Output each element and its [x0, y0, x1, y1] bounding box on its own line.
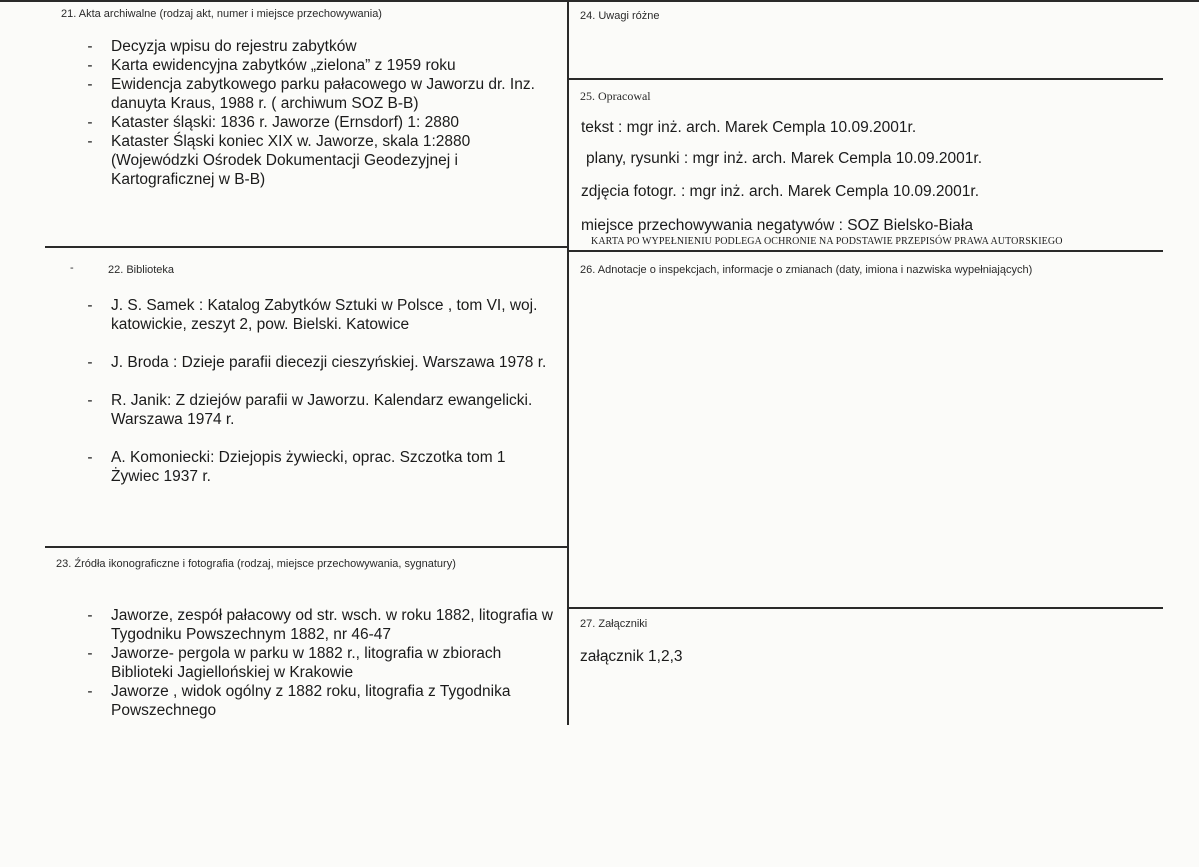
section-25-header: 25. Opracowal	[580, 89, 651, 103]
list-item: - Jaworze, zespół pałacowy od str. wsch. w roku 1882, litografia w Tygodniku Powszechnym 1882, nr 46-47	[87, 607, 553, 643]
list-item: - R. Janik: Z dziejów parafii w Jaworzu. Kalendarz ewangelicki. Warszawa 1974 r.	[87, 392, 533, 428]
list-item: - Jaworze , widok ogólny z 1882 roku, litografia z Tygodnika Powszechnego	[87, 683, 511, 719]
section-26-header: 26. Adnotacje o inspekcjach, informacje o zmianach (daty, imiona i nazwiska wypełniających)	[580, 264, 1033, 276]
section-21-list	[85, 37, 555, 189]
section-27-header: 27. Załączniki	[580, 618, 648, 630]
list-item: - Kataster śląski: 1836 r. Jaworze (Ernsdorf) 1: 2880	[87, 114, 460, 131]
prepared-photos-line: zdjęcia fotogr. : mgr inż. arch. Marek Cempla 10.09.2001r.	[581, 183, 980, 200]
top-border	[0, 0, 1199, 2]
section-24-header: 24. Uwagi różne	[580, 10, 660, 22]
list-item: - Jaworze- pergola w parku w 1882 r., litografia w zbiorach Biblioteki Jagiellońskiej w Krakowie	[87, 645, 502, 681]
left-divider-22	[45, 246, 568, 248]
right-divider-25	[568, 78, 1163, 80]
center-divider	[567, 0, 569, 725]
negatives-storage-line: miejsce przechowywania negatywów : SOZ Bielsko-Biała	[581, 217, 973, 234]
section-23-list	[85, 606, 555, 720]
left-divider-23	[45, 546, 568, 548]
prepared-text-line: tekst : mgr inż. arch. Marek Cempla 10.09.2001r.	[581, 119, 917, 136]
section-22-marker: -	[70, 262, 74, 274]
list-item: - Ewidencja zabytkowego parku pałacowego w Jaworzu dr. Inz. danuyta Kraus, 1988 r. ( archiwum SOZ B-B)	[87, 76, 535, 112]
section-21-header: 21. Akta archiwalne (rodzaj akt, numer i miejsce przechowywania)	[61, 8, 382, 20]
section-23-header: 23. Źródła ikonograficzne i fotografia (rodzaj, miejsce przechowywania, sygnatury)	[56, 558, 456, 570]
list-item: - J. Broda : Dzieje parafii diecezji cieszyńskiej. Warszawa 1978 r.	[87, 354, 547, 371]
list-item: - Kataster Śląski koniec XIX w. Jaworze, skala 1:2880 (Wojewódzki Ośrodek Dokumentacji Geodezyjnej i Kartograficznej w B-B)	[87, 133, 471, 188]
copyright-notice: KARTA PO WYPEŁNIENIU PODLEGA OCHRONIE NA PODSTAWIE PRZEPISÓW PRAWA AUTORSKIEGO	[591, 236, 1063, 247]
section-22-list	[85, 296, 550, 486]
list-item: - Decyzja wpisu do rejestru zabytków	[87, 38, 357, 55]
attachments-value: załącznik 1,2,3	[580, 648, 683, 665]
section-22-header: 22. Biblioteka	[108, 264, 175, 276]
list-item: - A. Komoniecki: Dziejopis żywiecki, oprac. Szczotka tom 1 Żywiec 1937 r.	[87, 449, 506, 485]
right-divider-26	[568, 250, 1163, 252]
list-item: - Karta ewidencyjna zabytków „zielona” z 1959 roku	[87, 57, 456, 74]
right-divider-27	[568, 607, 1163, 609]
list-item: - J. S. Samek : Katalog Zabytków Sztuki w Polsce , tom VI, woj. katowickie, zeszyt 2, pow. Bielski. Katowice	[87, 297, 538, 333]
prepared-plans-line: plany, rysunki : mgr inż. arch. Marek Cempla 10.09.2001r.	[586, 150, 982, 167]
